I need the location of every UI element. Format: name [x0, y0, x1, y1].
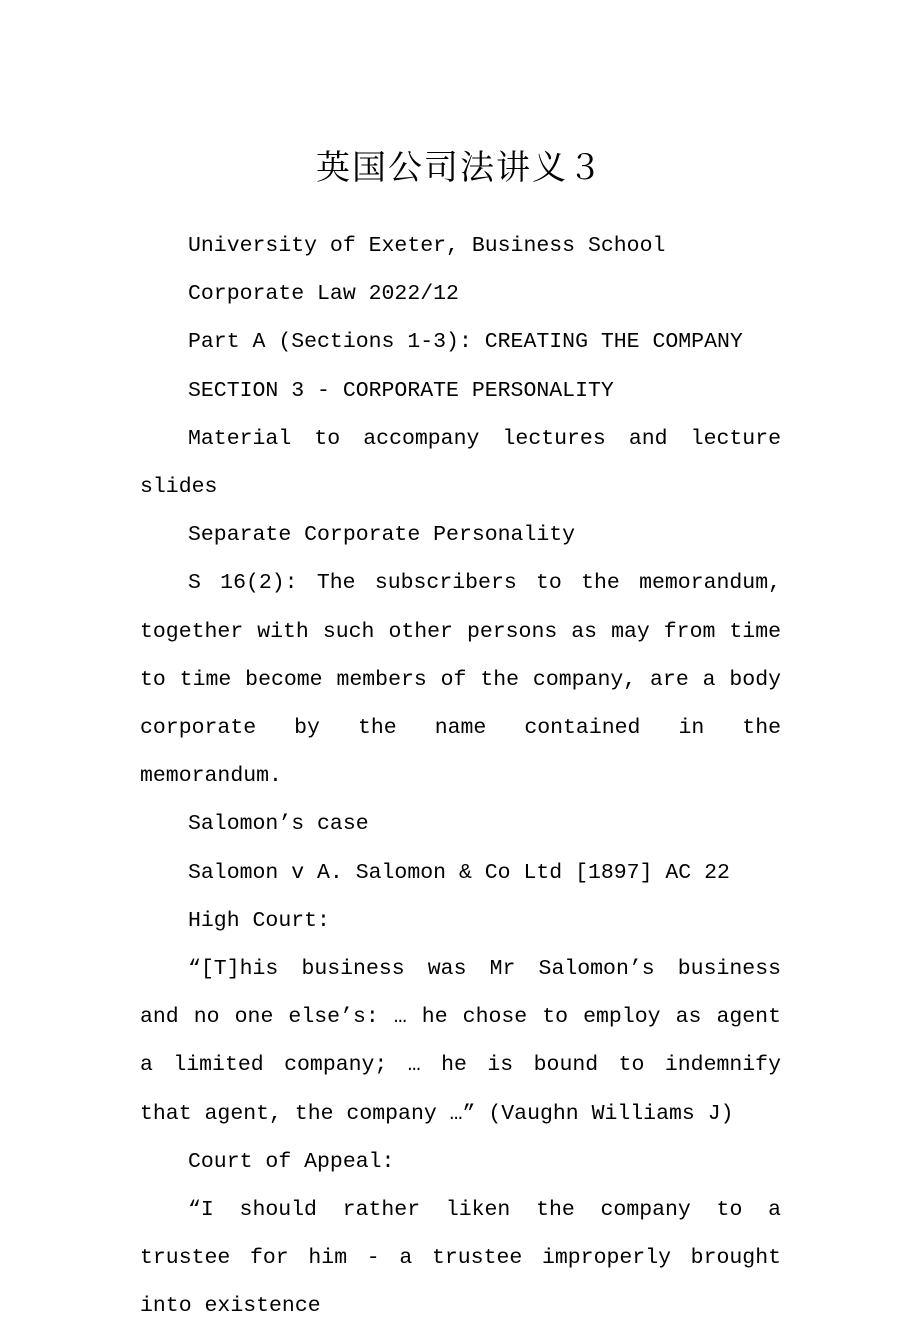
- paragraph-course: Corporate Law 2022/12: [188, 282, 459, 307]
- document-title: 英国公司法讲义３: [316, 148, 604, 188]
- paragraph-case-heading: Salomon’s case: [188, 812, 369, 837]
- paragraph-material-note: Material to accompany lectures and lecture slides: [140, 426, 781, 500]
- paragraph-section-heading: SECTION 3 - CORPORATE PERSONALITY: [188, 378, 614, 403]
- paragraph-case-citation: Salomon v A. Salomon & Co Ltd [1897] AC 22: [188, 860, 730, 885]
- paragraph-subheading-personality: Separate Corporate Personality: [188, 523, 576, 548]
- paragraph-university: University of Exeter, Business School: [188, 234, 666, 258]
- paragraph-statute-s16: S 16(2): The subscribers to the memorandum, together with such other persons as may from time to time become members of the company, are a body corporate by the name contained in the memorandum.: [140, 571, 781, 789]
- paragraph-high-court-quote: “[T]his business was Mr Salomon’s business and no one else’s: … he chose to employ as agent a limited company; … he is bound to indemnify that agent, the company …” (Vaughn Williams J): [140, 957, 781, 1126]
- paragraph-high-court-label: High Court:: [188, 908, 330, 933]
- document-body: [140, 222, 781, 1331]
- paragraph-appeal-quote: “I should rather liken the company to a trustee for him - a trustee improperly brought into existence: [140, 1198, 781, 1319]
- paragraph-part-heading: Part A (Sections 1-3): CREATING THE COMPANY: [188, 330, 743, 355]
- paragraph-appeal-label: Court of Appeal:: [188, 1149, 395, 1174]
